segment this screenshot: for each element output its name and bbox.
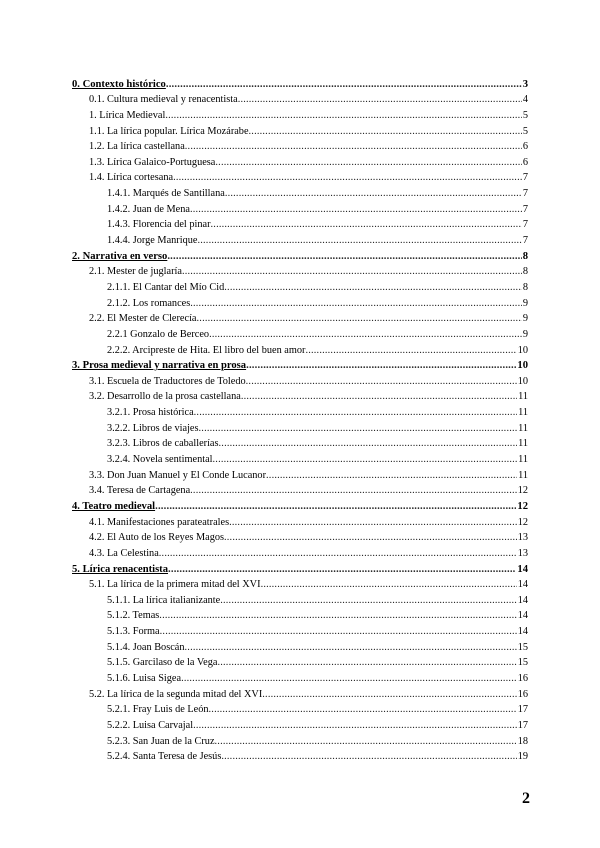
dot-leader xyxy=(182,265,522,278)
toc-entry-page: 11 xyxy=(518,438,528,450)
toc-entry-page: 13 xyxy=(517,547,528,559)
toc-entry-title: 0. Contexto histórico xyxy=(72,78,166,90)
dot-leader xyxy=(241,390,517,403)
dot-leader xyxy=(197,234,521,247)
toc-entry-page: 3 xyxy=(522,78,528,90)
toc-entry[interactable] xyxy=(72,278,528,294)
toc-entry-title: 3.2. Desarrollo de la prosa castellana xyxy=(89,391,241,403)
toc-entry[interactable] xyxy=(72,263,528,279)
toc-entry-page: 8 xyxy=(522,266,528,278)
toc-entry-title: 5.1.4. Joan Boscán xyxy=(107,641,185,653)
toc-entry[interactable] xyxy=(72,357,528,373)
dot-leader xyxy=(219,437,518,450)
dot-leader xyxy=(167,250,521,263)
toc-entry-page: 12 xyxy=(517,485,528,497)
toc-entry-page: 7 xyxy=(522,172,528,184)
toc-entry-page: 5 xyxy=(522,109,528,121)
toc-entry-page: 13 xyxy=(517,532,528,544)
toc-entry-page: 15 xyxy=(517,641,528,653)
dot-leader xyxy=(160,625,517,638)
dot-leader xyxy=(194,406,517,419)
toc-entry-title: 1.4.4. Jorge Manrique xyxy=(107,235,198,247)
toc-entry-page: 11 xyxy=(518,469,528,481)
toc-entry-page: 14 xyxy=(517,610,528,622)
toc-entry[interactable] xyxy=(72,638,528,654)
dot-leader xyxy=(159,547,517,560)
toc-entry[interactable] xyxy=(72,591,528,607)
toc-entry[interactable] xyxy=(72,716,528,732)
dot-leader xyxy=(159,609,516,622)
toc-entry[interactable] xyxy=(72,748,528,764)
dot-leader xyxy=(190,203,522,216)
toc-entry[interactable] xyxy=(72,654,528,670)
toc-entry-page: 16 xyxy=(517,688,528,700)
toc-entry[interactable] xyxy=(72,138,528,154)
toc-entry[interactable] xyxy=(72,294,528,310)
toc-entry[interactable] xyxy=(72,106,528,122)
toc-entry[interactable] xyxy=(72,669,528,685)
toc-entry[interactable] xyxy=(72,622,528,638)
dot-leader xyxy=(199,422,518,435)
toc-entry[interactable] xyxy=(72,122,528,138)
toc-entry[interactable] xyxy=(72,153,528,169)
dot-leader xyxy=(224,281,522,294)
page-number: 2 xyxy=(522,790,530,807)
dot-leader xyxy=(305,344,516,357)
toc-entry-title: 2.1. Mester de juglaría xyxy=(89,266,182,278)
toc-entry-title: 5.2.4. Santa Teresa de Jesús xyxy=(107,751,222,763)
toc-entry-title: 5.1.5. Garcilaso de la Vega xyxy=(107,657,218,669)
toc-entry-page: 7 xyxy=(522,219,528,231)
toc-entry-title: 1.4.1. Marqués de Santillana xyxy=(107,188,225,200)
dot-leader xyxy=(173,171,522,184)
toc-entry[interactable] xyxy=(72,247,528,263)
toc-entry-title: 5.1.6. Luisa Sigea xyxy=(107,672,182,684)
toc-entry-title: 0.1. Cultura medieval y renacentista xyxy=(89,94,238,106)
toc-entry-page: 14 xyxy=(517,563,528,575)
toc-entry-title: 4.3. La Celestina xyxy=(89,547,159,559)
toc-entry[interactable] xyxy=(72,560,528,576)
dot-leader xyxy=(181,672,517,685)
toc-entry-title: 5.2.1. Fray Luis de León xyxy=(107,704,209,716)
toc-entry-page: 10 xyxy=(517,344,528,356)
toc-entry-page: 11 xyxy=(518,454,528,466)
dot-leader xyxy=(246,375,517,388)
toc-entry[interactable] xyxy=(72,184,528,200)
toc-entry-title: 2.1.1. El Cantar del Mío Cid xyxy=(107,281,225,293)
dot-leader xyxy=(217,656,516,669)
toc-entry-title: 5.1.3. Forma xyxy=(107,626,160,638)
toc-entry[interactable] xyxy=(72,75,528,91)
toc-entry-title: 4.1. Manifestaciones parateatrales xyxy=(89,516,230,528)
toc-entry[interactable] xyxy=(72,513,528,529)
dot-leader xyxy=(266,469,517,482)
toc-entry-page: 9 xyxy=(522,313,528,325)
toc-entry-page: 18 xyxy=(517,735,528,747)
dot-leader xyxy=(168,563,516,576)
toc-entry-page: 8 xyxy=(522,250,528,262)
dot-leader xyxy=(229,516,517,529)
toc-entry-page: 5 xyxy=(522,125,528,137)
toc-entry[interactable] xyxy=(72,435,528,451)
dot-leader xyxy=(197,312,522,325)
toc-entry-page: 19 xyxy=(517,751,528,763)
toc-entry-title: 5.1.1. La lírica italianizante xyxy=(107,594,221,606)
toc-entry-title: 5.2.2. Luisa Carvajal xyxy=(107,719,194,731)
toc-entry-page: 15 xyxy=(517,657,528,669)
dot-leader xyxy=(190,484,517,497)
table-of-contents xyxy=(72,75,528,763)
dot-leader xyxy=(185,641,517,654)
toc-entry-page: 7 xyxy=(522,235,528,247)
toc-entry-title: 2.2.2. Arcipreste de Hita. El libro del buen amor xyxy=(107,344,306,356)
toc-entry-title: 3.2.2. Libros de viajes xyxy=(107,422,199,434)
dot-leader xyxy=(155,500,516,513)
toc-entry-page: 4 xyxy=(522,94,528,106)
toc-entry-title: 1.1. La lírica popular. Lírica Mozárabe xyxy=(89,125,249,137)
toc-entry-page: 16 xyxy=(517,672,528,684)
toc-entry-page: 12 xyxy=(517,500,528,512)
toc-entry-title: 2.2. El Mester de Clerecía xyxy=(89,313,197,325)
toc-entry[interactable] xyxy=(72,685,528,701)
dot-leader xyxy=(211,218,522,231)
toc-entry[interactable] xyxy=(72,497,528,513)
toc-entry-page: 14 xyxy=(517,626,528,638)
toc-entry[interactable] xyxy=(72,403,528,419)
toc-entry-title: 1.2. La lírica castellana xyxy=(89,141,185,153)
dot-leader xyxy=(193,719,517,732)
toc-entry-title: 1.4.2. Juan de Mena xyxy=(107,203,190,215)
dot-leader xyxy=(215,735,517,748)
dot-leader xyxy=(246,359,516,372)
toc-entry-page: 7 xyxy=(522,203,528,215)
toc-entry-title: 5.1.2. Temas xyxy=(107,610,160,622)
toc-entry-page: 10 xyxy=(517,375,528,387)
toc-entry[interactable] xyxy=(72,450,528,466)
toc-entry-title: 5.2.3. San Juan de la Cruz xyxy=(107,735,215,747)
dot-leader xyxy=(261,578,517,591)
toc-entry-title: 2.1.2. Los romances xyxy=(107,297,191,309)
toc-entry[interactable] xyxy=(72,388,528,404)
toc-entry[interactable] xyxy=(72,607,528,623)
toc-entry-title: 5.1. La lírica de la primera mitad del XVI xyxy=(89,579,261,591)
dot-leader xyxy=(215,156,521,169)
toc-entry[interactable] xyxy=(72,732,528,748)
toc-entry-page: 7 xyxy=(522,188,528,200)
dot-leader xyxy=(209,328,522,341)
toc-entry-title: 1. Lírica Medieval xyxy=(89,109,166,121)
toc-entry-title: 5. Lírica renacentista xyxy=(72,563,169,575)
toc-entry[interactable] xyxy=(72,482,528,498)
toc-entry-page: 17 xyxy=(517,704,528,716)
toc-entry[interactable] xyxy=(72,216,528,232)
toc-entry[interactable] xyxy=(72,341,528,357)
toc-entry[interactable] xyxy=(72,576,528,592)
dot-leader xyxy=(190,297,522,310)
toc-entry-page: 9 xyxy=(522,297,528,309)
dot-leader xyxy=(221,750,516,763)
toc-entry-title: 3.2.4. Novela sentimental xyxy=(107,454,213,466)
toc-entry-title: 3. Prosa medieval y narrativa en prosa xyxy=(72,360,247,372)
dot-leader xyxy=(213,453,518,466)
toc-entry-title: 4.2. El Auto de los Reyes Magos xyxy=(89,532,224,544)
toc-entry[interactable] xyxy=(72,466,528,482)
toc-entry[interactable] xyxy=(72,372,528,388)
toc-entry-title: 2.2.1 Gonzalo de Berceo xyxy=(107,328,210,340)
dot-leader xyxy=(238,93,522,106)
toc-entry-title: 5.2. La lírica de la segunda mitad del XVI xyxy=(89,688,263,700)
toc-entry[interactable] xyxy=(72,529,528,545)
dot-leader xyxy=(262,688,516,701)
toc-entry-page: 8 xyxy=(522,281,528,293)
dot-leader xyxy=(220,594,516,607)
toc-entry[interactable] xyxy=(72,325,528,341)
dot-leader xyxy=(225,187,522,200)
toc-entry-page: 12 xyxy=(517,516,528,528)
toc-entry[interactable] xyxy=(72,419,528,435)
toc-entry[interactable] xyxy=(72,544,528,560)
toc-entry-title: 1.4. Lírica cortesana xyxy=(89,172,174,184)
toc-entry-page: 11 xyxy=(518,391,528,403)
toc-entry-title: 1.3. Lírica Galaico-Portuguesa xyxy=(89,156,216,168)
toc-entry-page: 11 xyxy=(518,407,528,419)
dot-leader xyxy=(185,140,522,153)
toc-entry-page: 17 xyxy=(517,719,528,731)
toc-entry-title: 3.4. Teresa de Cartagena xyxy=(89,485,191,497)
toc-entry-title: 3.3. Don Juan Manuel y El Conde Lucanor xyxy=(89,469,267,481)
toc-entry-page: 6 xyxy=(522,141,528,153)
toc-entry-page: 14 xyxy=(517,594,528,606)
dot-leader xyxy=(224,531,517,544)
toc-entry-page: 14 xyxy=(517,579,528,591)
toc-entry[interactable] xyxy=(72,231,528,247)
toc-entry-page: 9 xyxy=(522,328,528,340)
toc-entry-title: 4. Teatro medieval xyxy=(72,500,156,512)
toc-entry-page: 6 xyxy=(522,156,528,168)
toc-entry[interactable] xyxy=(72,310,528,326)
toc-entry-title: 1.4.3. Florencia del pinar xyxy=(107,219,211,231)
toc-entry-title: 3.2.1. Prosa histórica xyxy=(107,407,194,419)
dot-leader xyxy=(166,78,522,91)
dot-leader xyxy=(209,703,517,716)
dot-leader xyxy=(249,125,522,138)
dot-leader xyxy=(165,109,522,122)
toc-entry-title: 3.1. Escuela de Traductores de Toledo xyxy=(89,375,246,387)
toc-entry-page: 10 xyxy=(517,360,528,372)
toc-entry-title: 2. Narrativa en verso xyxy=(72,250,168,262)
toc-entry-title: 3.2.3. Libros de caballerías xyxy=(107,438,219,450)
toc-entry[interactable] xyxy=(72,701,528,717)
toc-entry-page: 11 xyxy=(518,422,528,434)
toc-entry[interactable] xyxy=(72,91,528,107)
toc-entry[interactable] xyxy=(72,200,528,216)
toc-entry[interactable] xyxy=(72,169,528,185)
